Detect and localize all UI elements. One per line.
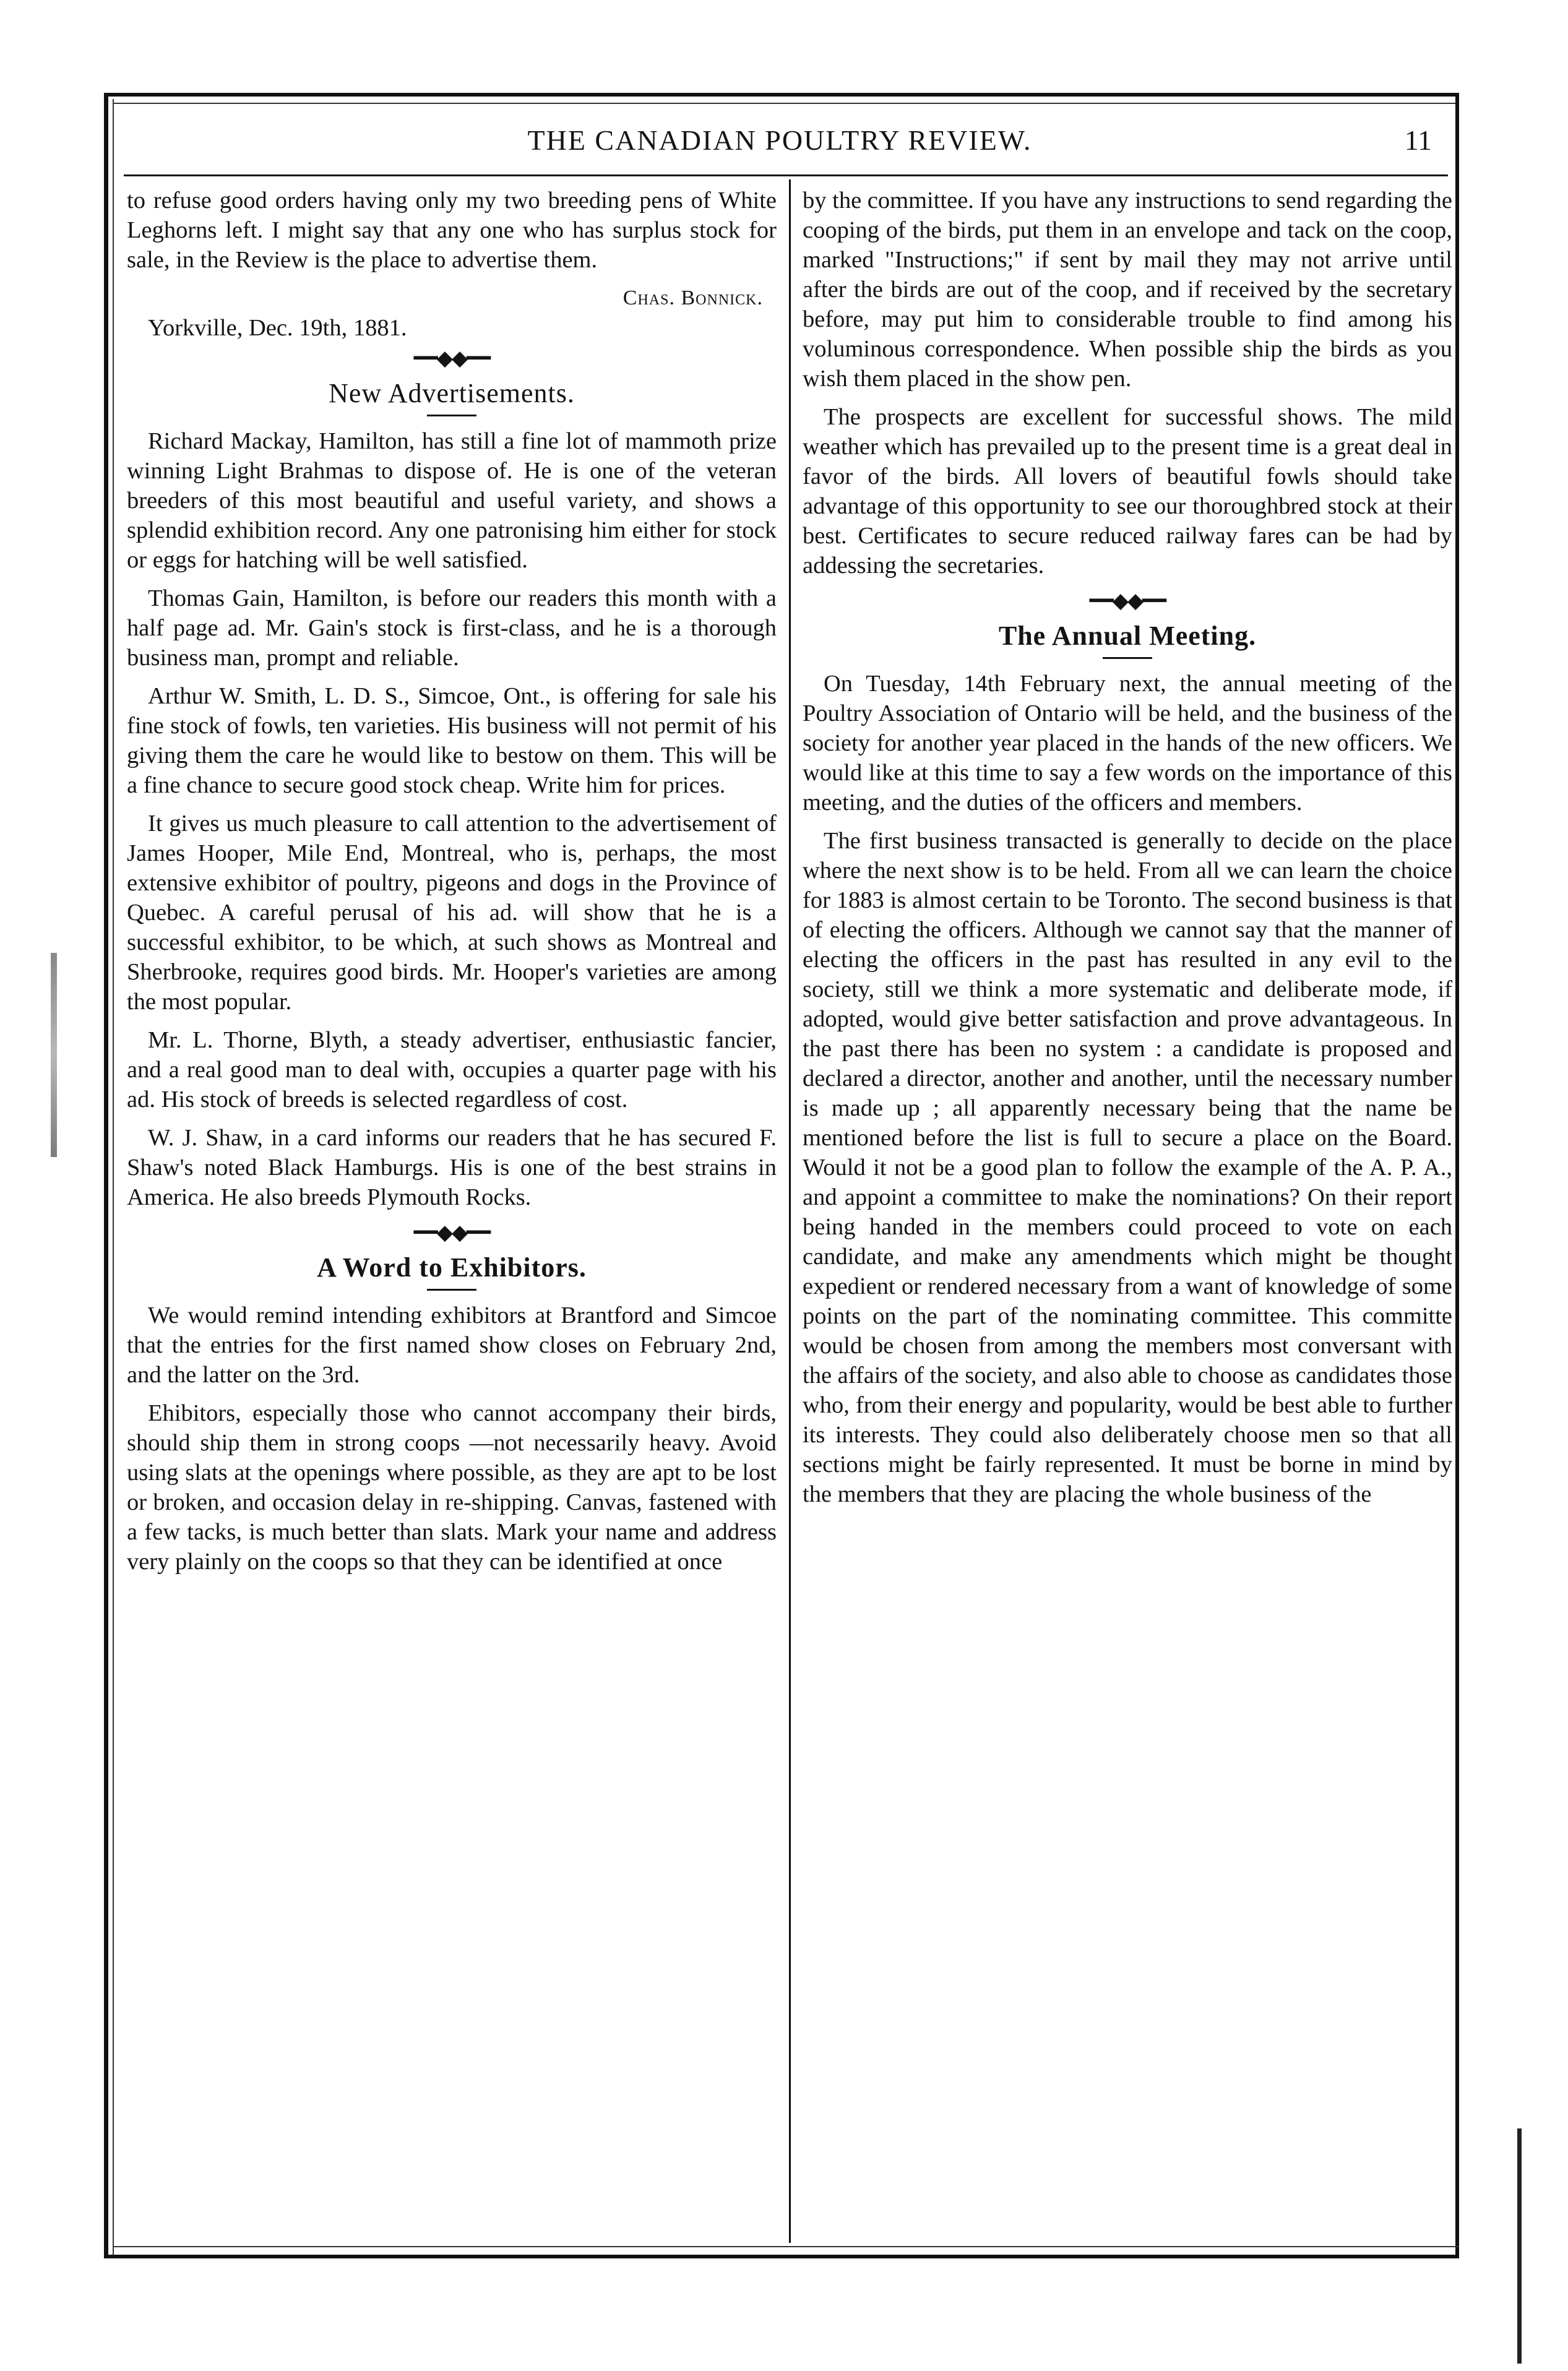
paragraph-mackay: Richard Mackay, Hamilton, has still a fine lot of mammoth prize winning Light Brahmas to dispose of. He is one of the veteran breeders of this most beautiful and useful variety, and shows a splendid exhibition record. Any one patronising him either for stock or eggs for hatching will be well satisfied. xyxy=(127,428,777,573)
heading-annual-meeting: The Annual Meeting. xyxy=(998,621,1257,651)
page-frame-right xyxy=(1455,93,1459,2258)
header-rule xyxy=(124,174,1448,176)
paragraph-smith: Arthur W. Smith, L. D. S., Simcoe, Ont., is offering for sale his fine stock of fowls, ten varieties. His business will not permit of his giving them the care he would like to bestow on them. This will be a fine chance to secure good stock cheap. Write him for prices. xyxy=(127,683,777,798)
paragraph-meeting-business: The first business transacted is generally to decide on the place where the next show is to be held. From all we can learn the choice for 1883 is almost certain to be Toronto. The second business is that of electing the officers. Although we cannot say that the manner of electing the officers in the past has resulted in any evil to the society, still we think a more systematic and deliberate mode, if adopted, would give better satisfaction and prove advantageous. In the past there has been no system : a candidate is proposed and declared a director, another and another, until the necessary number is made up ; all apparently necessary being that the name be mentioned before the list is full to secure a place on the Board. Would it not be a good plan to follow the example of the A. P. A., and appoint a committee to make the nominations? On their report being handed in the members could proceed to vote on each candidate, and make any amendments which might be thought expedient or rendered necessary from a want of knowledge of some points on the part of the nominating committee. This committe would be chosen from among the members most conversant with the affairs of the society, and also able to choose as candidates those who, from their energy and popularity, would be best able to further its interests. They could also deliberately choose men so that all sections might be fairly represented. It must be borne in mind by the members that they are placing the whole business of the xyxy=(803,828,1452,1507)
page-frame-left-inner xyxy=(113,99,114,2258)
paragraph-shaw: W. J. Shaw, in a card informs our readers that he has secured F. Shaw's noted Black Hamburgs. His is one of the best strains in America. He also breeds Plymouth Rocks. xyxy=(127,1125,777,1210)
letter-signature: Chas. Bonnick. xyxy=(622,286,763,309)
section-ornament: ━━◆◆━━ xyxy=(1089,590,1166,613)
heading-rule xyxy=(427,1289,476,1291)
right-column xyxy=(803,186,1452,2240)
section-ornament: ━━◆◆━━ xyxy=(413,347,490,370)
running-title: THE CANADIAN POULTRY REVIEW. xyxy=(527,124,1032,156)
heading-word-to-exhibitors: A Word to Exhibitors. xyxy=(317,1252,587,1283)
paragraph-shipping-advice: Ehibitors, especially those who cannot accompany their birds, should ship them in strong coops —not necessarily heavy. Avoid using slats at the openings where possible, as they are apt to be lost or broken, and occasion delay in re-shipping. Canvas, fastened with a few tacks, is much better than slats. Mark your name and address very plainly on the coops so that they can be identified at once xyxy=(127,1400,777,1575)
page-frame-bottom-inner xyxy=(113,2246,1459,2247)
scan-edge-mark xyxy=(1517,2128,1522,2364)
paragraph-thorne: Mr. L. Thorne, Blyth, a steady advertiser, enthusiastic fancier, and a real good man to deal with, occupies a quarter page with his ad. His stock of breeds is selected regardless of cost. xyxy=(127,1027,777,1112)
heading-rule xyxy=(427,415,476,416)
paragraph-meeting-announcement: On Tuesday, 14th February next, the annual meeting of the Poultry Association of Ontario will be held, and the business of the society for another year placed in the hands of the new officers. We would like at this time to say a few words on the importance of this meeting, and the duties of the officers and members. xyxy=(803,671,1452,815)
page-frame-top-inner xyxy=(113,103,1459,104)
paragraph-hooper: It gives us much pleasure to call attention to the advertisement of James Hooper, Mile End, Montreal, who is, perhaps, the most extensive exhibitor of poultry, pigeons and dogs in the Province of Quebec. A careful perusal of his ad. will show that he is a successful exhibitor, to be which, at such shows as Montreal and Sherbrooke, requires good birds. Mr. Hooper's varieties are among the most popular. xyxy=(127,811,777,1015)
heading-new-advertisements: New Advertisements. xyxy=(329,378,575,408)
paragraph-committee-instructions: by the committee. If you have any instructions to send regarding the cooping of the birds, put them in an envelope and tack on the coop, marked "Instructions;" if sent by mail they may not arrive until after the birds are out of the coop, and if received by the secretary before, may put him to considerable trouble to find among his voluminous correspondence. When possible ship the birds as you wish them placed in the show pen. xyxy=(803,187,1452,392)
page-frame-left xyxy=(104,93,108,2258)
paragraph-gain: Thomas Gain, Hamilton, is before our readers this month with a half page ad. Mr. Gain's stock is first-class, and he is a thorough business man, prompt and reliable. xyxy=(127,585,777,671)
page-frame-bottom xyxy=(104,2255,1459,2258)
page-header xyxy=(124,121,1436,165)
letter-dateline: Yorkville, Dec. 19th, 1881. xyxy=(148,315,407,341)
paragraph-letter-ending: to refuse good orders having only my two breeding pens of White Leghorns left. I might say that any one who has surplus stock for sale, in the Review is the place to advertise them. xyxy=(127,187,777,273)
section-ornament: ━━◆◆━━ xyxy=(413,1221,490,1244)
left-column xyxy=(127,186,777,2240)
page-frame-top xyxy=(104,93,1459,97)
page-number: 11 xyxy=(1404,124,1432,156)
paragraph-remind-exhibitors: We would remind intending exhibitors at Brantford and Simcoe that the entries for the first named show closes on February 2nd, and the latter on the 3rd. xyxy=(127,1302,777,1388)
heading-rule xyxy=(1103,657,1152,659)
column-divider xyxy=(789,179,791,2243)
paragraph-prospects: The prospects are excellent for successful shows. The mild weather which has prevailed up to the present time is a great deal in favor of the birds. All lovers of beautiful fowls should take advantage of this opportunity to see our thoroughbred stock at their best. Certificates to secure reduced railway fares can be had by addessing the secretaries. xyxy=(803,404,1452,579)
scan-binding-mark xyxy=(51,953,57,1157)
